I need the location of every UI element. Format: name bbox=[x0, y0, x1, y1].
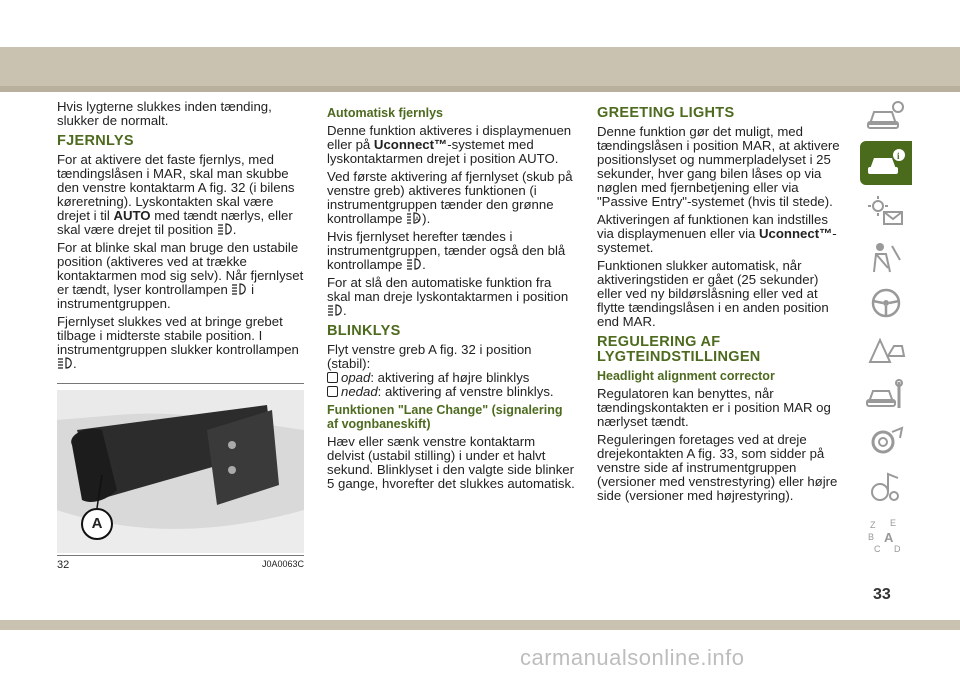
tab-car-info[interactable] bbox=[860, 141, 912, 185]
svg-text:C: C bbox=[874, 544, 881, 554]
paragraph-greeting-1: Denne funktion gør det muligt, med tændingslåsen i position MAR, at aktivere positionslyset og nummerpladelyset i 25 sekunder, hver gang bilen låses op via nøglen med fjernbetjening eller via "Passive Entry"-systemet (hvis til stede). bbox=[597, 124, 840, 209]
watermark-text: carmanualsonline.info bbox=[520, 645, 745, 670]
figure-stalk-image bbox=[57, 390, 304, 553]
high-beam-icon bbox=[406, 258, 422, 270]
paragraph-blinklys: Flyt venstre greb A fig. 32 i position (stabil): bbox=[327, 342, 532, 371]
music-note-icon bbox=[866, 470, 906, 506]
tab-multimedia[interactable] bbox=[860, 466, 912, 510]
paragraph-fjernlys-1: For at aktivere det faste fjernlys, med tændingslåsen i MAR, skal man skubbe den venstre kontaktarm A fig. 32 (i bilens køreretning). Lyskontakten skal være drejet i til AUTO med tændt nærlys, eller skal være drejet til position . bbox=[57, 152, 295, 237]
alphabet-index-icon bbox=[866, 516, 906, 556]
high-beam-icon bbox=[57, 357, 73, 369]
paragraph-regulering-2: Reguleringen foretages ved at dreje drejekontakten A fig. 33, som sidder på venstre side af instrumentgruppen (versioner med venstrestyring) eller højre side (versioner med højrestyring). bbox=[597, 432, 838, 503]
heading-greeting-lights: GREETING LIGHTS bbox=[597, 105, 735, 121]
svg-text:E: E bbox=[890, 518, 897, 528]
tab-car-warning[interactable] bbox=[860, 94, 912, 138]
figure-code: J0A0063C bbox=[261, 559, 304, 569]
paragraph-auto-2: Ved første aktivering af fjernlyset (skub på venstre greb) aktiveres funktionen (i instrumentgruppen tænder den grønne kontrollampe A ). bbox=[327, 169, 573, 226]
paragraph-fjernlys-3: Fjernlyset slukkes ved at bringe grebet tilbage i midterste stabile position. I instrumentgruppen slukker kontrollampen . bbox=[57, 314, 299, 371]
paragraph-greeting-2: Aktiveringen af funktionen kan indstilles via displaymenuen eller via Uconnect™-systemet. bbox=[597, 212, 837, 255]
paragraph-regulering-1: Regulatoren kan benyttes, når tændingskontakten er i position MAR og nærlyset tændt. bbox=[597, 386, 831, 429]
svg-text:D: D bbox=[894, 544, 901, 554]
heading-fjernlys: FJERNLYS bbox=[57, 133, 134, 149]
figure-top-rule bbox=[57, 383, 304, 384]
heading-blinklys: BLINKLYS bbox=[327, 323, 401, 339]
paragraph-fjernlys-2: For at blinke skal man bruge den ustabile position (aktiveres ved at trække kontaktarmen mod sig selv). Når fjernlyset er tændt, lyser kontrollampen i instrumentgruppen. bbox=[57, 240, 304, 311]
paragraph-lane-change: Hæv eller sænk venstre kontaktarm delvist (ustabil stilling) i under et halvt sekund. Blinklyset i den valgte side blinker 5 gange, hvorefter det slukkes automatisk. bbox=[327, 434, 575, 491]
paragraph-auto-3: Hvis fjernlyset herefter tændes i instrumentgruppen, tænder også den blå kontrollampe . bbox=[327, 229, 566, 272]
page-number: 33 bbox=[873, 586, 891, 603]
steering-wheel-icon bbox=[866, 286, 906, 322]
svg-text:i: i bbox=[897, 151, 900, 161]
intro-text: Hvis lygterne slukkes inden tænding, slukker de normalt. bbox=[57, 99, 272, 128]
paragraph-greeting-3: Funktionen slukker automatisk, når aktiveringstiden er gået (25 sekunder) eller ved ny bildørslåsning eller ved at flytte tændingslåsen i en anden position end MAR. bbox=[597, 258, 829, 329]
high-beam-icon bbox=[217, 223, 233, 235]
tab-lights-messages[interactable] bbox=[860, 190, 912, 234]
footer-band bbox=[0, 620, 960, 630]
gear-icon bbox=[866, 424, 906, 460]
high-beam-icon bbox=[231, 283, 247, 295]
column-1 bbox=[57, 100, 305, 375]
svg-text:Z: Z bbox=[870, 520, 876, 530]
tab-technical-data[interactable] bbox=[860, 420, 912, 464]
column-3 bbox=[597, 100, 845, 507]
heading-regulering: REGULERING AF LYGTEINDSTILLINGEN bbox=[597, 334, 761, 365]
high-beam-icon bbox=[327, 304, 343, 316]
car-wrench-icon bbox=[866, 378, 906, 414]
bullet-box-icon bbox=[327, 372, 338, 383]
figure-bottom-rule bbox=[57, 555, 304, 556]
tab-maintenance[interactable] bbox=[860, 374, 912, 418]
figure-number: 32 bbox=[57, 559, 70, 571]
seatbelt-icon bbox=[866, 240, 906, 276]
tab-driving[interactable] bbox=[860, 282, 912, 326]
bullet-down: nedad: aktivering af venstre blinklys. bbox=[327, 385, 575, 399]
svg-text:A: A bbox=[415, 217, 420, 223]
car-search-icon bbox=[866, 98, 906, 134]
subheading-auto-high-beam: Automatisk fjernlys bbox=[327, 106, 444, 120]
tab-emergency[interactable] bbox=[860, 328, 912, 372]
svg-text:B: B bbox=[868, 532, 875, 542]
warning-light-icon bbox=[866, 194, 906, 230]
paragraph-auto-1: Denne funktion aktiveres i displaymenuen eller på Uconnect™-systemet med lyskontaktarmen drejet i position AUTO. bbox=[327, 123, 572, 166]
subheading-alignment-corrector: Headlight alignment corrector bbox=[597, 369, 775, 383]
tab-safety[interactable] bbox=[860, 236, 912, 280]
tab-index[interactable] bbox=[860, 512, 912, 556]
subheading-lane-change: Funktionen "Lane Change" (signalering af vognbaneskift) bbox=[327, 403, 563, 431]
bullet-up: opad: aktivering af højre blinklys bbox=[327, 371, 575, 385]
paragraph-auto-4: For at slå den automatiske funktion fra skal man dreje lyskontaktarmen i position . bbox=[327, 275, 569, 318]
bullet-box-icon bbox=[327, 386, 338, 397]
auto-high-beam-icon bbox=[406, 212, 422, 224]
header-band bbox=[0, 47, 960, 86]
car-info-icon bbox=[866, 145, 906, 181]
svg-text:A: A bbox=[884, 530, 894, 545]
column-2 bbox=[327, 104, 575, 495]
figure-callout-label: A bbox=[91, 515, 103, 532]
emergency-icon bbox=[866, 332, 906, 368]
header-band-shadow bbox=[0, 86, 960, 92]
